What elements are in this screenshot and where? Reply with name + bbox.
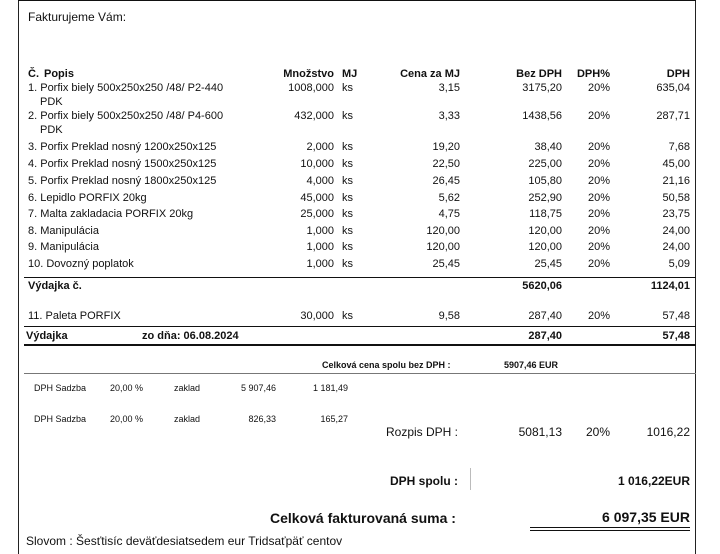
col-mj: MJ	[342, 68, 358, 80]
double-underline	[530, 530, 690, 531]
row-dph: 45,00	[662, 158, 690, 170]
row-description: 1. Porfix biely 500x250x250 /48/ P2-440	[28, 82, 224, 94]
col-cena: Cena za MJ	[400, 68, 460, 80]
row-bez: 252,90	[528, 192, 562, 204]
row11-mnozstvo: 30,000	[300, 310, 334, 322]
top-border	[18, 0, 696, 1]
row-mj: ks	[342, 82, 353, 94]
divider	[470, 468, 471, 490]
vydajka1-bez: 5620,06	[522, 280, 562, 292]
row-dph: 21,16	[662, 175, 690, 187]
row-dph: 23,75	[662, 208, 690, 220]
row-mnozstvo: 10,000	[300, 158, 334, 170]
vydajka1-label: Výdajka č.	[28, 280, 82, 292]
row-description: 4. Porfix Preklad nosný 1500x250x125	[28, 158, 217, 170]
row11-dphp: 20%	[587, 310, 610, 322]
row-bez: 1438,56	[522, 110, 562, 122]
row-bez: 3175,20	[522, 82, 562, 94]
vat-zaklad: zaklad	[174, 414, 201, 424]
separator-line	[24, 373, 696, 374]
row-dph: 635,04	[656, 82, 690, 94]
vat-breakdown-tax: 1016,22	[646, 425, 690, 439]
row-dphp: 20%	[587, 82, 610, 94]
vat-breakdown-base: 5081,13	[518, 425, 562, 439]
separator-line	[24, 344, 696, 346]
row-mnozstvo: 1,000	[306, 241, 334, 253]
vat-tax: 165,27	[320, 414, 348, 424]
col-mnozstvo: Množstvo	[283, 68, 334, 80]
row-dphp: 20%	[587, 225, 610, 237]
header-text: Fakturujeme Vám:	[28, 10, 127, 24]
vat-label: DPH Sadzba	[34, 383, 87, 393]
row-description: 7. Malta zakladacia PORFIX 20kg	[28, 208, 194, 220]
col-bez: Bez DPH	[516, 68, 562, 80]
row-description: 6. Lepidlo PORFIX 20kg	[28, 192, 147, 204]
row-dphp: 20%	[587, 175, 610, 187]
row-cena: 22,50	[432, 158, 460, 170]
row-mnozstvo: 432,000	[294, 110, 334, 122]
row-dph: 7,68	[668, 141, 690, 153]
row11-dph: 57,48	[662, 310, 690, 322]
row-mnozstvo: 1,000	[306, 225, 334, 237]
row-mj: ks	[342, 110, 353, 122]
col-no: Č.	[28, 68, 39, 80]
row-dphp: 20%	[587, 141, 610, 153]
row-mj: ks	[342, 208, 353, 220]
row-cena: 3,15	[438, 82, 460, 94]
row-mj: ks	[342, 158, 353, 170]
row-mj: ks	[342, 175, 353, 187]
separator-line	[24, 326, 696, 327]
row-bez: 120,00	[528, 225, 562, 237]
vat-total-label: DPH spolu :	[390, 474, 458, 488]
vydajka2-label: Výdajka	[26, 330, 68, 342]
vat-rate: 20,00 %	[110, 414, 144, 424]
amount-in-words: Slovom : Šesťtisíc deväťdesiatsedem eur Tridsaťpäť centov	[26, 534, 343, 548]
row-description: 9. Manipulácia	[28, 241, 99, 253]
row-bez: 105,80	[528, 175, 562, 187]
row-cena: 3,33	[438, 110, 460, 122]
total-net-label: Celková cena spolu bez DPH :	[322, 360, 451, 370]
grand-total-label: Celková fakturovaná suma :	[270, 510, 456, 526]
row-mnozstvo: 25,000	[300, 208, 334, 220]
row-dph: 24,00	[662, 241, 690, 253]
vat-rate: 20,00 %	[110, 383, 144, 393]
vat-base: 5 907,46	[240, 383, 276, 393]
row-dph: 287,71	[656, 110, 690, 122]
row11-bez: 287,40	[528, 310, 562, 322]
row-dph: 24,00	[662, 225, 690, 237]
row11-mj: ks	[342, 310, 353, 322]
vat-label: DPH Sadzba	[34, 414, 87, 424]
vydajka2-date: zo dňa: 06.08.2024	[142, 330, 239, 342]
grand-total-value: 6 097,35 EUR	[602, 509, 690, 525]
vat-breakdown-rate: 20%	[585, 425, 610, 439]
row-dphp: 20%	[587, 158, 610, 170]
row11-popis: 11. Paleta PORFIX	[28, 310, 121, 322]
row-dphp: 20%	[587, 192, 610, 204]
row-cena: 4,75	[438, 208, 460, 220]
row-description: 8. Manipulácia	[28, 225, 99, 237]
row-cena: 5,62	[438, 192, 460, 204]
vat-breakdown-label: Rozpis DPH :	[386, 425, 459, 439]
row-description: 3. Porfix Preklad nosný 1200x250x125	[28, 141, 217, 153]
row-dphp: 20%	[587, 241, 610, 253]
vydajka2-bez: 287,40	[528, 330, 562, 342]
separator-line	[24, 277, 696, 278]
vat-base: 826,33	[248, 414, 276, 424]
row-dphp: 20%	[587, 258, 610, 270]
row-cena: 19,20	[432, 141, 460, 153]
row-mj: ks	[342, 241, 353, 253]
row-cena: 25,45	[432, 258, 460, 270]
vat-tax: 1 181,49	[312, 383, 348, 393]
row-bez: 118,75	[529, 208, 562, 220]
vydajka2-dph: 57,48	[662, 330, 690, 342]
row-mnozstvo: 4,000	[306, 175, 334, 187]
row-dphp: 20%	[587, 208, 610, 220]
row-mj: ks	[342, 192, 353, 204]
row-mnozstvo: 1,000	[306, 258, 334, 270]
row-cena: 120,00	[426, 241, 460, 253]
col-dphp: DPH%	[576, 68, 610, 80]
total-net-value: 5907,46 EUR	[504, 360, 559, 370]
row-mj: ks	[342, 225, 353, 237]
row-description: 2. Porfix biely 500x250x250 /48/ P4-600	[28, 110, 224, 122]
row-description-cont: PDK	[40, 96, 63, 108]
col-popis: Popis	[44, 68, 74, 80]
col-dph: DPH	[666, 68, 690, 80]
row-dph: 50,58	[662, 192, 690, 204]
row-mnozstvo: 45,000	[300, 192, 334, 204]
row-bez: 225,00	[528, 158, 562, 170]
double-underline	[530, 527, 690, 528]
row-description: 5. Porfix Preklad nosný 1800x250x125	[28, 175, 217, 187]
row-mj: ks	[342, 258, 353, 270]
row-bez: 38,40	[534, 141, 562, 153]
row-description: 10. Dovozný poplatok	[28, 258, 134, 270]
row-dphp: 20%	[587, 110, 610, 122]
row-mj: ks	[342, 141, 353, 153]
vat-zaklad: zaklad	[174, 383, 201, 393]
vat-total-value: 1 016,22EUR	[617, 474, 690, 488]
row-description-cont: PDK	[40, 124, 63, 136]
row-cena: 26,45	[432, 175, 460, 187]
row-dph: 5,09	[668, 258, 690, 270]
row-bez: 120,00	[528, 241, 562, 253]
row-bez: 25,45	[534, 258, 562, 270]
vydajka1-dph: 1124,01	[650, 280, 690, 292]
row-cena: 120,00	[426, 225, 460, 237]
row11-cena: 9,58	[438, 310, 460, 322]
row-mnozstvo: 1008,000	[288, 82, 334, 94]
row-mnozstvo: 2,000	[306, 141, 334, 153]
